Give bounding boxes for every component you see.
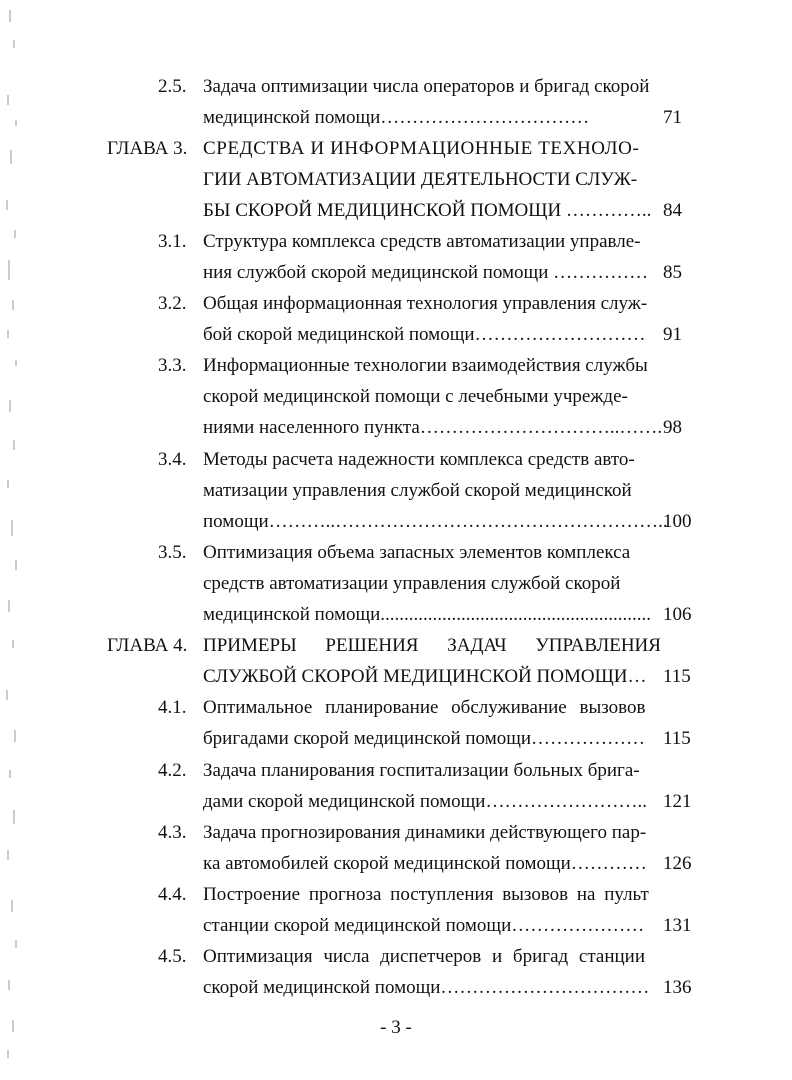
section-number: 2.5. xyxy=(158,76,187,97)
section-title-line: Задача планирования госпитализации больных брига- xyxy=(203,760,640,781)
section-title-text: Задача оптимизации числа операторов и бригад скорой xyxy=(203,76,650,97)
section-number: 3.1. xyxy=(158,231,187,252)
section-number: 4.2. xyxy=(158,760,187,781)
section-title-line: Оптимизация числа диспетчеров и бригад станции xyxy=(203,946,645,967)
section-title-line: Оптимальное планирование обслуживание вызовов xyxy=(203,697,646,718)
section-number: 4.3. xyxy=(158,822,187,843)
section-number: 4.4. xyxy=(158,884,187,905)
chapter-label: ГЛАВА 4. xyxy=(107,635,188,656)
toc-page-number: 98 xyxy=(663,417,682,438)
toc-page-number: 121 xyxy=(663,791,692,812)
section-title-line: средств автоматизации управления службой скорой xyxy=(203,573,621,594)
section-title-line: дами скорой медицинской помощи…………………….. xyxy=(203,791,647,812)
section-title-line: помощи………..…………………………………………….. xyxy=(203,511,668,532)
toc-page-number: 115 xyxy=(663,666,691,687)
chapter-title-line: СРЕДСТВА И ИНФОРМАЦИОННЫЕ ТЕХНОЛО- xyxy=(203,138,640,159)
toc-page-number: 106 xyxy=(663,604,692,625)
section-title-line: Построение прогноза поступления вызовов на пульт xyxy=(203,884,649,905)
section-number: 3.5. xyxy=(158,542,187,563)
toc-page-number: 85 xyxy=(663,262,682,283)
section-title-line xyxy=(203,75,648,99)
section-number: 3.2. xyxy=(158,293,187,314)
toc-page-number: 126 xyxy=(663,853,692,874)
chapter-title-line: ПРИМЕРЫ РЕШЕНИЯ ЗАДАЧ УПРАВЛЕНИЯ xyxy=(203,635,661,656)
toc-page-number: 115 xyxy=(663,728,691,749)
section-number: 4.1. xyxy=(158,697,187,718)
chapter-title-line: ГИИ АВТОМАТИЗАЦИИ ДЕЯТЕЛЬНОСТИ СЛУЖ- xyxy=(203,169,638,190)
section-title-line: Задача прогнозирования динамики действующего пар- xyxy=(203,822,647,843)
toc-page-number: 131 xyxy=(663,915,692,936)
section-number: 3.4. xyxy=(158,449,187,470)
section-title-line: бой скорой медицинской помощи……………………… xyxy=(203,324,646,345)
chapter-title-line: СЛУЖБОЙ СКОРОЙ МЕДИЦИНСКОЙ ПОМОЩИ… xyxy=(203,666,647,687)
chapter-label: ГЛАВА 3. xyxy=(107,138,188,159)
section-number: 4.5. xyxy=(158,946,187,967)
section-title-line: Оптимизация объема запасных элементов комплекса xyxy=(203,542,631,563)
section-title-line: медицинской помощи......................................................... xyxy=(203,604,652,625)
section-title-line: Структура комплекса средств автоматизации управле- xyxy=(203,231,641,252)
toc-page-number: 136 xyxy=(663,977,692,998)
toc-page-number: 100 xyxy=(663,511,692,532)
section-title-line: Методы расчета надежности комплекса средств авто- xyxy=(203,449,635,470)
section-title-line: Информационные технологии взаимодействия службы xyxy=(203,355,648,376)
toc-page-number: 71 xyxy=(663,107,682,128)
section-number: 3.3. xyxy=(158,355,187,376)
scan-margin-marks xyxy=(2,0,24,1080)
chapter-title-line: БЫ СКОРОЙ МЕДИЦИНСКОЙ ПОМОЩИ ………….. xyxy=(203,200,652,221)
section-title-line: бригадами скорой медицинской помощи……………… xyxy=(203,728,646,749)
section-title-line: матизации управления службой скорой медицинской xyxy=(203,480,632,501)
toc-page-number: 84 xyxy=(663,200,682,221)
section-title-line: Общая информационная технология управления служ- xyxy=(203,293,648,314)
toc-page-number: 91 xyxy=(663,324,682,345)
page-footer-number: - 3 - xyxy=(380,1017,412,1038)
section-title-line: ка автомобилей скорой медицинской помощи………… xyxy=(203,853,647,874)
section-title-line: станции скорой медицинской помощи………………… xyxy=(203,915,645,936)
section-title-line: скорой медицинской помощи с лечебными учрежде- xyxy=(203,386,628,407)
section-title-line: скорой медицинской помощи…………………………… xyxy=(203,977,650,998)
section-title-line: медицинской помощи…………………………… xyxy=(203,107,590,128)
section-title-line: ниями населенного пункта…………………………..……. xyxy=(203,417,663,438)
section-title-line: ния службой скорой медицинской помощи …………… xyxy=(203,262,649,283)
